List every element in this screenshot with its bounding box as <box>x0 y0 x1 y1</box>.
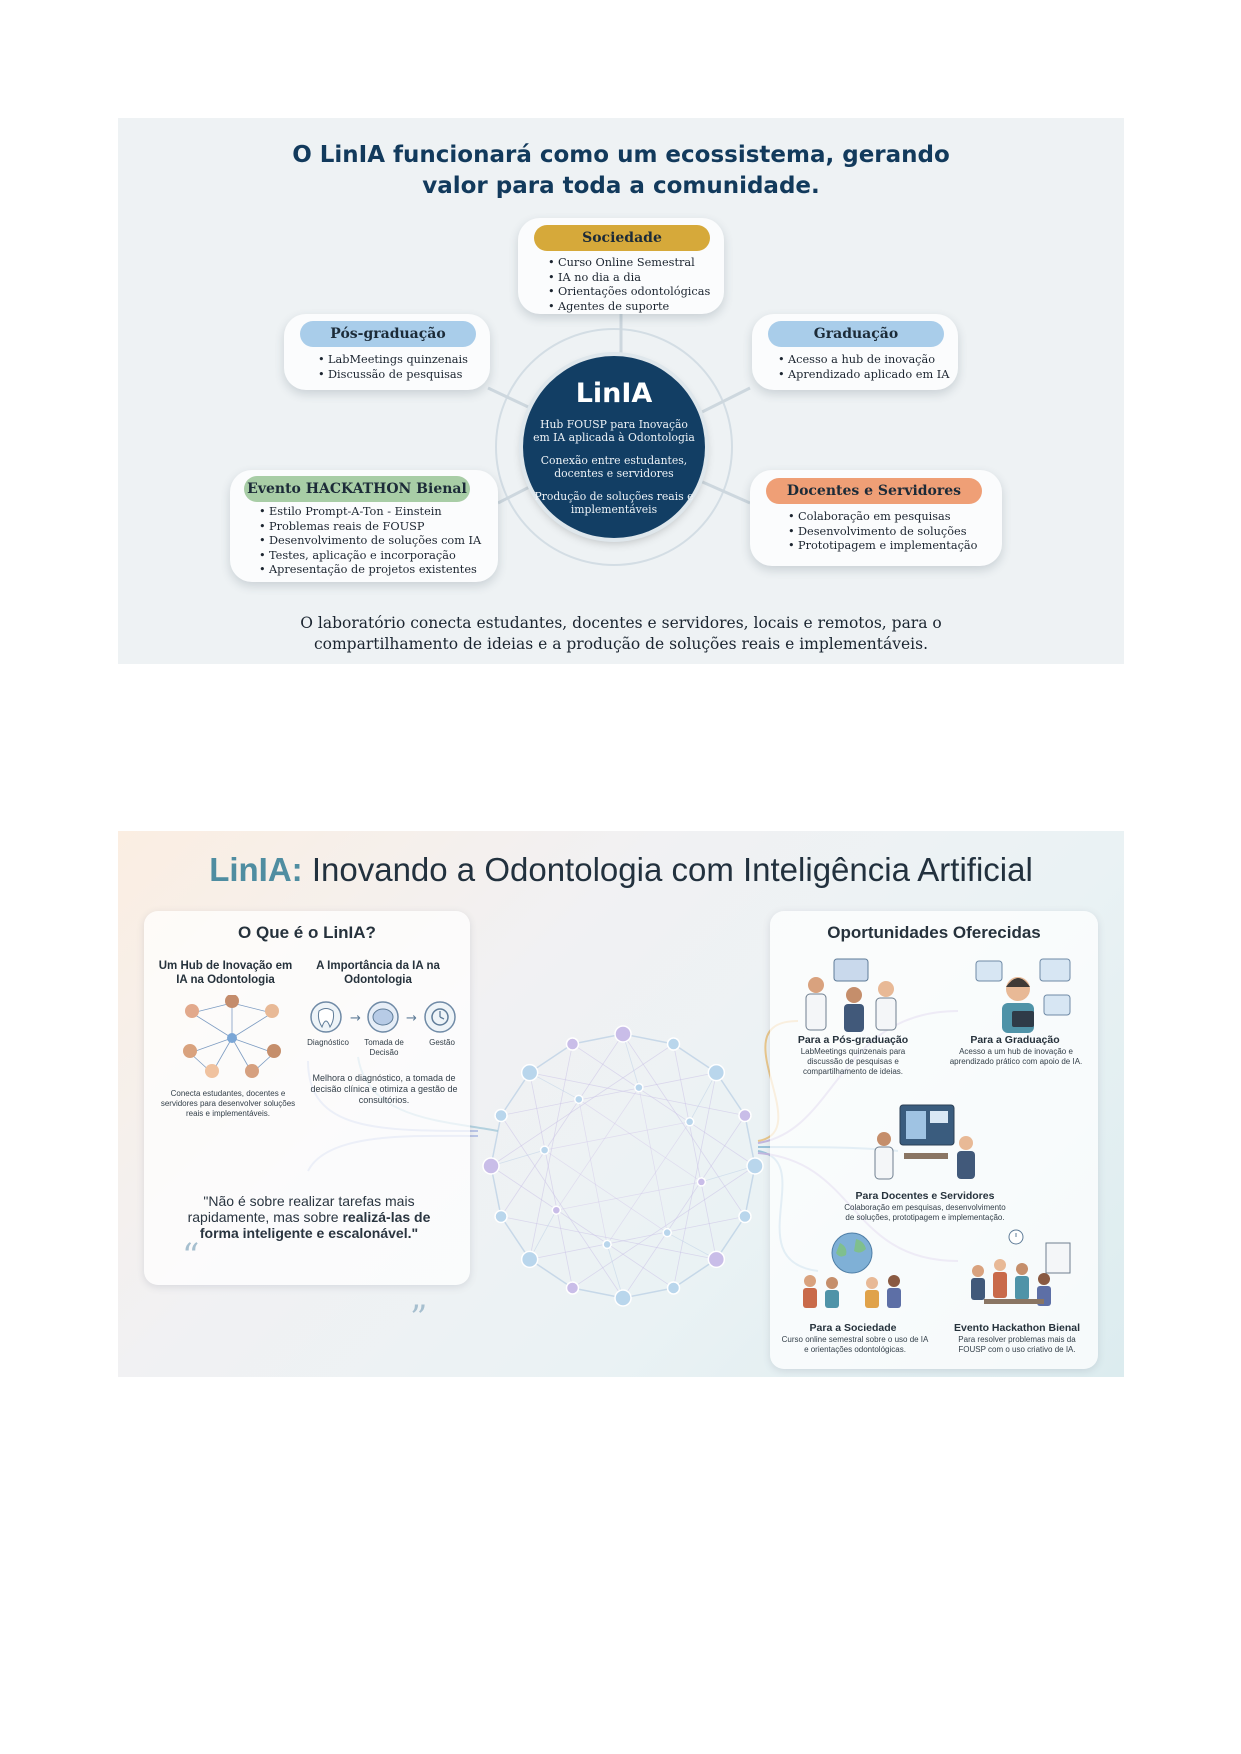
quote-text: "Não é sobre realizar tarefas mais rapidamente, mas sobre <box>187 1193 415 1225</box>
list-item: • Desenvolvimento de soluções com IA <box>269 534 481 549</box>
opportunities-card <box>770 911 1098 1369</box>
node-list-pos-graduacao <box>318 353 468 382</box>
community-globe-illustration-icon <box>798 1229 908 1311</box>
list-item: • Aprendizado aplicado em IA <box>788 368 949 383</box>
network-link <box>623 1115 745 1298</box>
opp-title-graduacao: Para a Graduação <box>970 1034 1060 1046</box>
network-link <box>556 1088 639 1211</box>
footer-line-1: O laboratório conecta estudantes, docentes e servidores, locais e remotos, para o <box>300 614 942 632</box>
workflow-icons <box>308 999 458 1039</box>
ecosystem-diagram <box>118 118 1124 664</box>
network-link <box>491 1166 674 1288</box>
list-item: • Problemas reais de FOUSP <box>269 520 481 535</box>
network-link <box>491 1044 674 1166</box>
network-link <box>572 1044 755 1166</box>
list-item: • Desenvolvimento de soluções <box>798 525 977 540</box>
network-node <box>668 1038 680 1050</box>
panel2-title <box>118 851 1124 889</box>
panel1-title <box>118 140 1124 202</box>
title-line-2: valor para toda a comunidade. <box>422 173 820 199</box>
center-line-2: Conexão entre estudantes, docentes e servidores <box>540 454 688 480</box>
list-item: • Agentes de suporte <box>558 300 710 315</box>
list-item: • IA no dia a dia <box>558 271 710 286</box>
center-hub <box>523 356 705 538</box>
title-rest: Inovando a Odontologia com Inteligência Artificial <box>302 851 1033 888</box>
list-item: • Colaboração em pesquisas <box>798 510 977 525</box>
network-node <box>668 1282 680 1294</box>
network-node <box>686 1118 694 1126</box>
network-node <box>541 1146 549 1154</box>
network-link <box>556 1182 701 1210</box>
node-list-docentes <box>788 510 977 554</box>
opp-title-sociedade: Para a Sociedade <box>809 1322 897 1334</box>
network-link <box>572 1166 755 1288</box>
network-node <box>495 1109 507 1121</box>
network-link <box>501 1115 623 1298</box>
node-label-sociedade: Sociedade <box>534 225 710 251</box>
footer-line-2: compartilhamento de ideias e a produção de soluções reais e implementáveis. <box>313 635 929 653</box>
list-item: • Orientações odontológicas <box>558 285 710 300</box>
title-line-1: O LinIA funcionará como um ecossistema, gerando <box>292 142 950 168</box>
network-link <box>607 1122 690 1245</box>
quote <box>184 1193 434 1241</box>
panel1-footer <box>118 613 1124 655</box>
network-node <box>575 1095 583 1103</box>
network-node <box>615 1026 631 1042</box>
infographic-panel <box>118 831 1124 1377</box>
network-link <box>579 1099 607 1244</box>
list-item: • Apresentação de projetos existentes <box>269 563 481 578</box>
node-pos-graduacao <box>284 314 490 390</box>
network-link <box>623 1034 745 1217</box>
importance-title: A Importância da IA na Odontologia <box>316 960 440 986</box>
flow-tomada-decisao: Tomada de Decisão <box>364 1038 404 1057</box>
opp-text-graduacao: Acesso a um hub de inovação e aprendizado prático com apoio de IA. <box>949 1047 1083 1066</box>
right-heading: Oportunidades Oferecidas <box>827 923 1041 942</box>
center-line-3: Produção de soluções reais e implementáveis <box>534 490 694 516</box>
open-quote-icon: “ <box>182 1236 200 1276</box>
node-list-sociedade <box>548 256 710 314</box>
center-line-1: Hub FOUSP para Inovação em IA aplicada à Odontologia <box>533 418 695 444</box>
node-label-hackathon: Evento HACKATHON Bienal <box>244 476 470 502</box>
network-node <box>708 1251 724 1267</box>
title-brand: LinIA: <box>209 851 303 888</box>
network-node <box>483 1158 499 1174</box>
network-link <box>579 1099 702 1182</box>
svg-text:→: → <box>406 1011 417 1026</box>
opp-title-hackathon: Evento Hackathon Bienal <box>953 1322 1081 1334</box>
researchers-illustration-icon <box>796 955 906 1037</box>
network-node <box>697 1178 705 1186</box>
network-node <box>495 1211 507 1223</box>
network-node <box>747 1158 763 1174</box>
node-sociedade <box>518 218 724 314</box>
faculty-screen-illustration-icon <box>870 1103 980 1185</box>
quote-bold-text: realizá-las de forma inteligente e escalonável." <box>199 1209 431 1241</box>
node-label-docentes: Docentes e Servidores <box>766 478 982 504</box>
importance-text: Melhora o diagnóstico, a tomada de decisão clínica e otimiza a gestão de consultórios. <box>310 1073 458 1105</box>
node-hackathon <box>230 470 498 582</box>
opp-text-hackathon: Para resolver problemas mais da FOUSP com o uso criativo de IA. <box>958 1335 1076 1354</box>
network-node <box>603 1240 611 1248</box>
flow-gestao: Gestão <box>429 1038 455 1047</box>
list-item: • LabMeetings quinzenais <box>328 353 468 368</box>
network-node <box>566 1038 578 1050</box>
network-link <box>545 1150 668 1233</box>
people-network-icon <box>178 995 286 1081</box>
network-link <box>501 1034 623 1217</box>
student-tablet-illustration-icon <box>966 955 1076 1037</box>
opp-title-pos: Para a Pós-graduação <box>797 1034 909 1046</box>
network-node <box>663 1229 671 1237</box>
hackathon-team-illustration-icon <box>964 1229 1074 1311</box>
left-heading: O Que é o LinIA? <box>238 923 376 942</box>
node-graduacao <box>752 314 958 390</box>
opp-text-docentes: Colaboração em pesquisas, desenvolvimento de soluções, prototipagem e implementação. <box>844 1203 1006 1222</box>
node-docentes <box>750 470 1002 566</box>
list-item: • Testes, aplicação e incorporação <box>269 549 481 564</box>
network-link <box>639 1088 667 1233</box>
network-node <box>739 1211 751 1223</box>
network-node <box>566 1282 578 1294</box>
list-item: • Estilo Prompt-A-Ton - Einstein <box>269 505 481 520</box>
center-title: LinIA <box>575 378 653 409</box>
neural-network-ring <box>483 1026 763 1306</box>
opp-title-docentes: Para Docentes e Servidores <box>855 1190 995 1202</box>
opp-text-sociedade: Curso online semestral sobre o uso de IA e orientações odontológicas. <box>781 1335 929 1354</box>
hub-text: Conecta estudantes, docentes e servidores para desenvolver soluções reais e implementáveis. <box>160 1089 296 1118</box>
node-list-hackathon <box>259 505 481 578</box>
hub-title: Um Hub de Inovação em IA na Odontologia <box>158 960 293 986</box>
node-list-graduacao <box>778 353 949 382</box>
network-node <box>708 1065 724 1081</box>
list-item: • Discussão de pesquisas <box>328 368 468 383</box>
network-node <box>522 1251 538 1267</box>
network-node <box>615 1290 631 1306</box>
network-node <box>635 1084 643 1092</box>
network-link <box>545 1122 690 1150</box>
node-label-pos-graduacao: Pós-graduação <box>300 321 476 347</box>
flow-diagnostico: Diagnóstico <box>307 1038 349 1047</box>
opp-text-pos: LabMeetings quinzenais para discussão de pesquisas e compartilhamento de ideias. <box>800 1047 906 1076</box>
network-node <box>522 1065 538 1081</box>
network-node <box>552 1206 560 1214</box>
list-item: • Prototipagem e implementação <box>798 539 977 554</box>
network-node <box>739 1109 751 1121</box>
svg-text:→: → <box>350 1011 361 1026</box>
node-label-graduacao: Graduação <box>768 321 944 347</box>
list-item: • Acesso a hub de inovação <box>788 353 949 368</box>
list-item: • Curso Online Semestral <box>558 256 710 271</box>
close-quote-icon: ” <box>410 1298 428 1338</box>
